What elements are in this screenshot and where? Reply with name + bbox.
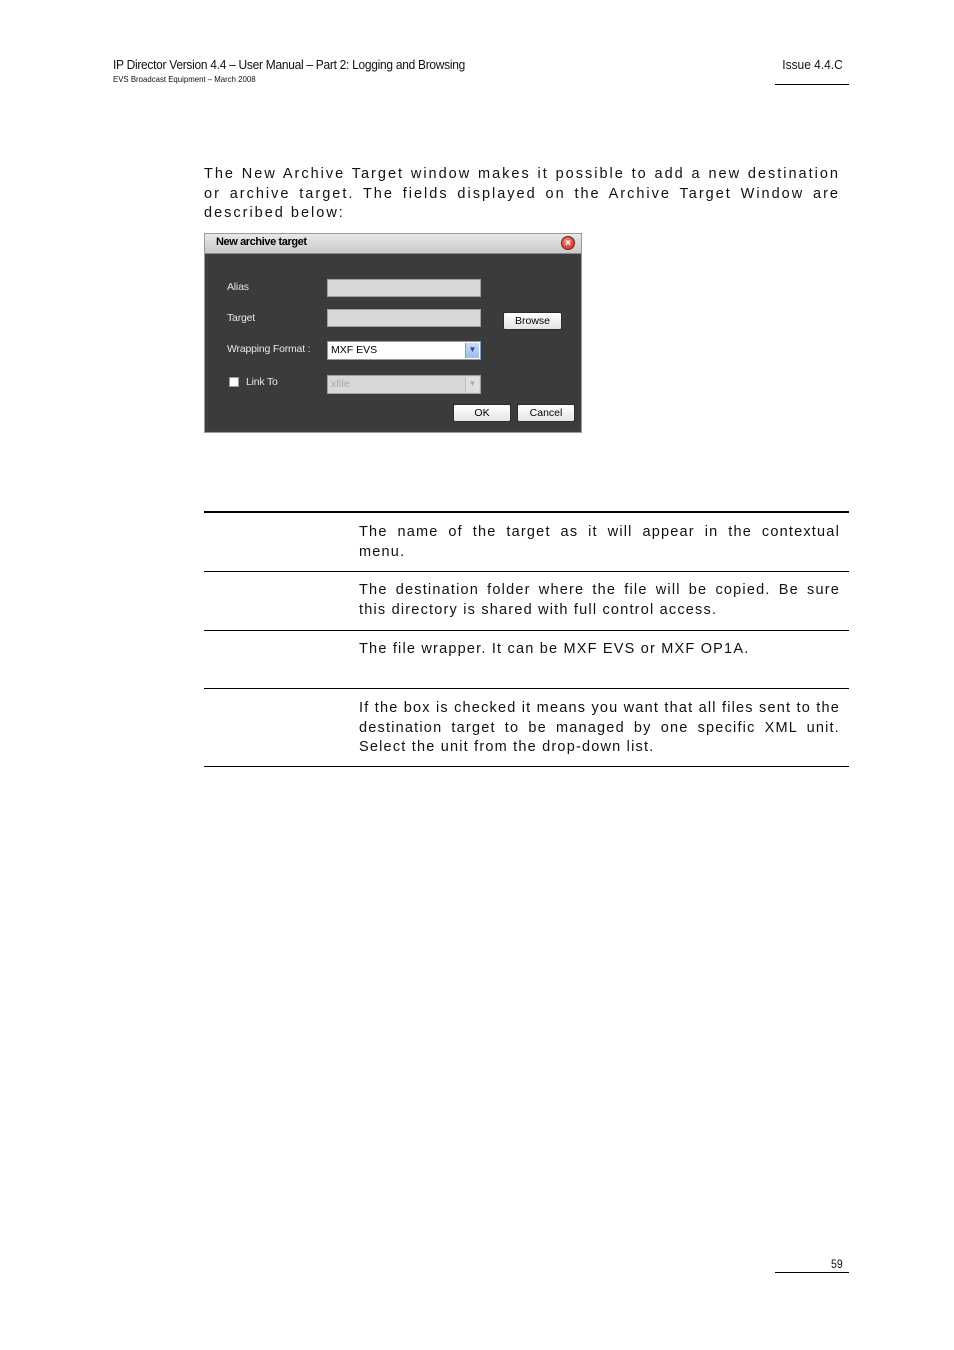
link-to-label: Link To: [246, 376, 278, 388]
header-issue: Issue 4.4.C: [782, 57, 843, 72]
header-title: IP Director Version 4.4 – User Manual – Part 2: Logging and Browsing: [113, 57, 465, 72]
wrapping-format-label: Wrapping Format :: [227, 343, 311, 355]
field-description: The file wrapper. It can be MXF EVS or MXF OP1A.: [359, 641, 750, 657]
table-rule: [204, 571, 849, 572]
table-rule-top: [204, 511, 849, 513]
table-rule: [204, 688, 849, 689]
close-icon[interactable]: ×: [561, 236, 575, 250]
field-description: If the box is checked it means you want that all files sent to the destination target to be managed by one specific XML unit. Select the unit from the drop-down list.: [359, 700, 840, 755]
table-rule-bottom: [204, 766, 849, 767]
wrapping-format-value: MXF EVS: [331, 344, 378, 356]
cancel-button[interactable]: Cancel: [517, 404, 575, 422]
browse-button[interactable]: Browse: [503, 312, 562, 330]
link-to-select[interactable]: [327, 375, 481, 394]
link-to-value: xfile: [331, 378, 350, 390]
wrapping-format-select[interactable]: [327, 341, 481, 360]
dialog-title: New archive target: [216, 236, 307, 248]
intro-paragraph: The New Archive Target window makes it possible to add a new destination or archive target. The fields displayed on the Archive Target Window are described below:: [204, 166, 840, 221]
field-description: The name of the target as it will appear in the contextual menu.: [359, 524, 840, 560]
chevron-down-icon[interactable]: ▼: [465, 343, 479, 358]
dialog-titlebar: [205, 234, 581, 254]
table-rule: [204, 630, 849, 631]
target-label: Target: [227, 312, 255, 324]
alias-field[interactable]: [327, 279, 481, 297]
field-description: The destination folder where the file will be copied. Be sure this directory is shared with full control access.: [359, 582, 840, 618]
footer-rule: [775, 1272, 849, 1273]
page-number: 59: [831, 1259, 843, 1271]
header-subtitle: EVS Broadcast Equipment – March 2008: [113, 74, 256, 84]
new-archive-target-dialog: [204, 233, 582, 433]
dialog-body: [208, 254, 578, 429]
target-field[interactable]: [327, 309, 481, 327]
header-rule: [775, 84, 849, 85]
link-to-checkbox[interactable]: [229, 377, 239, 387]
ok-button[interactable]: OK: [453, 404, 511, 422]
alias-label: Alias: [227, 281, 249, 293]
chevron-down-icon[interactable]: ▼: [465, 377, 479, 392]
